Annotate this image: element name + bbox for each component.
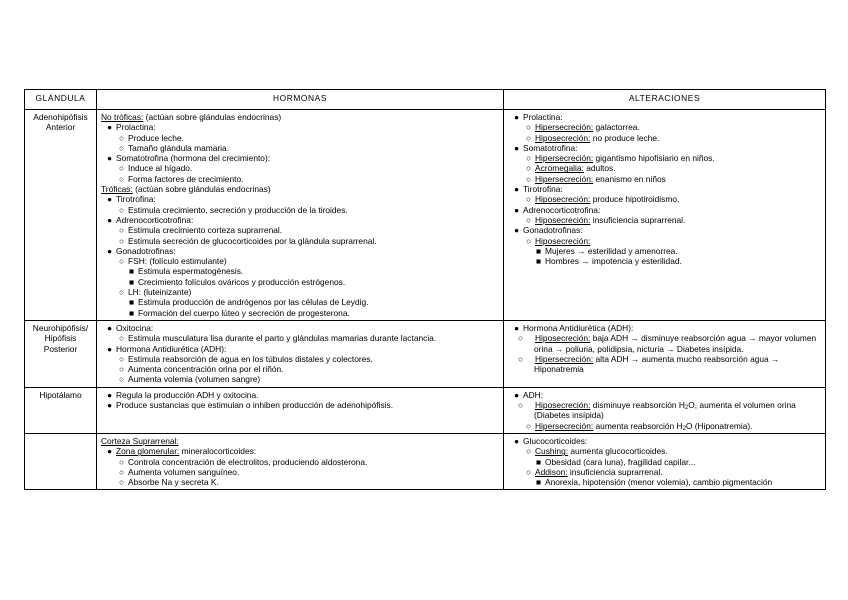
bullet-icon: ● [514,389,520,400]
list-item [101,467,499,477]
hormonas-cell [97,320,504,387]
bullet-icon: ● [107,194,113,205]
table-row [25,110,826,321]
item-text-cont: O, aumenta el volumen orina (Diabetes insípida) [534,400,796,421]
list-item [508,163,821,173]
bullet-icon: ○ [119,353,125,364]
item-text: produce hipotiroidismo. [590,194,680,205]
list-item [101,333,499,343]
list-item [101,112,499,122]
underlined-term: Addison: [535,466,568,477]
list-item [508,143,821,153]
item-text: baja ADH → disminuye reabsorción agua → mayor volumen orina → poliuria, polidipsia, nicturia → Diabetes insípida. [534,333,817,354]
list-item [101,457,499,467]
item-text: Regula la producción ADH y oxitocina. [116,389,259,400]
underlined-term: Cushing: [535,446,569,457]
list-item [101,215,499,225]
bullet-icon: ○ [119,333,125,344]
underlined-term: No tróficas: [101,112,144,122]
list-item [508,446,821,456]
item-text: Aumenta volemia (volumen sangre) [128,374,261,385]
bullet-icon: ● [514,184,520,195]
bullet-icon: ○ [526,420,532,431]
subscript: 2 [682,425,686,432]
list-item [101,323,499,333]
bullet-icon: ● [514,322,520,333]
item-text: Gonadotrofinas: [523,225,583,236]
list-item [101,184,499,194]
list-item [101,143,499,153]
list-item [508,467,821,477]
list-item [101,133,499,143]
item-text: Tirotrofina: [523,184,563,195]
list-item [508,457,821,467]
underlined-term: Hiposecreción: [535,132,591,143]
bullet-icon: ○ [526,214,532,225]
list-item [101,308,499,318]
item-text: Glucocorticoides: [523,435,588,446]
bullet-icon: ■ [536,477,542,488]
table-row [25,320,826,387]
item-text: enanismo en niños [593,173,666,184]
list-item [508,184,821,194]
underlined-term: Hiposecreción: [535,194,591,205]
item-text: Estimula reabsorción de agua en los túbulos distales y colectores. [128,353,373,364]
list-item [508,174,821,184]
item-text: Tamaño glándula mamaria. [128,142,230,153]
alteraciones-cell [504,320,826,387]
list-item [101,174,499,184]
item-text: ADH: [523,389,544,400]
alteraciones-cell [504,387,826,433]
list-item [101,225,499,235]
bullet-icon: ● [107,343,113,354]
list-item [101,436,499,446]
item-text: aumenta glucocorticoides. [568,446,668,457]
gland-cell: Adenohipófisis Anterior [25,110,97,321]
list-item [508,390,821,400]
bullet-icon: ■ [129,266,135,277]
item-text: Estimula crecimiento corteza suprarrenal. [128,225,283,236]
item-text: Tirotrofina: [116,194,156,205]
bullet-icon: ● [107,446,113,457]
bullet-icon: ○ [119,173,125,184]
bullet-icon: ○ [119,163,125,174]
item-text: Induce al hígado. [128,163,193,174]
list-item [508,153,821,163]
item-text: insuficiencia suprarrenal. [567,466,663,477]
bullet-icon: ○ [119,374,125,385]
item-text: no produce leche. [590,132,660,143]
bullet-icon: ○ [526,153,532,164]
item-text: Somatotrofina: [523,142,578,153]
bullet-icon: ○ [119,466,125,477]
bullet-icon: ● [107,389,113,400]
item-text: Adrenocorticotrofina: [523,204,601,215]
subscript: 2 [684,405,689,412]
bullet-icon: ○ [119,142,125,153]
item-text: Hombres → impotencia y esterilidad. [545,256,682,267]
list-item [508,400,821,421]
item-text: Hormona Antidiurética (ADH): [116,343,227,354]
header-hormonas: HORMONAS [97,90,504,110]
bullet-icon: ○ [526,194,532,205]
item-text: Produce sustancias que estimulan o inhiben producción de adenohipófisis. [116,400,394,411]
list-item [101,287,499,297]
item-text: Estimula crecimiento, secreción y producción de la tiroides. [128,204,348,215]
list-item [101,400,499,410]
underlined-term: Hipersecreción: [535,420,594,431]
item-text: Anorexia, hipotensión (menor volemia), cambio pigmentación [545,477,773,488]
bullet-icon: ○ [119,256,125,267]
bullet-icon: ● [107,322,113,333]
bullet-icon: ○ [526,466,532,477]
bullet-icon: ● [514,225,520,236]
item-text: FSH: (folículo estimulante) [128,256,227,267]
alteraciones-cell [504,433,826,489]
list-item [101,163,499,173]
bullet-icon: ○ [526,122,532,133]
list-item [101,446,499,456]
underlined-term: Hipersecreción: [535,353,594,364]
item-text: Obesidad (cara luna), fragilidad capilar... [545,456,696,467]
item-text: Formación del cuerpo lúteo y secreción de progesterona. [138,307,350,318]
bullet-icon: ■ [536,456,542,467]
bullet-icon: ● [514,204,520,215]
item-text: Estimula espermatogénesis. [138,266,244,277]
hormonas-cell [97,433,504,489]
bullet-icon: ■ [129,297,135,308]
list-item [101,256,499,266]
bullet-icon: ○ [119,204,125,215]
underlined-term: Hiposecreción: [535,235,591,246]
item-text: Aumenta concentración orina por el riñón. [128,364,284,375]
item-text: adultos. [583,163,616,174]
header-glandula: GLÁNDULA [25,90,97,110]
list-item [101,153,499,163]
bullet-icon: ● [107,245,113,256]
underlined-term: Tróficas: [101,184,133,195]
item-text: Estimula musculatura lisa durante el parto y glándulas mamarias durante lactancia. [128,333,437,344]
gland-cell [25,433,97,489]
bullet-icon: ● [107,400,113,411]
item-text: Forma factores de crecimiento. [128,173,244,184]
alteraciones-cell [504,110,826,321]
list-item [508,323,821,333]
bullet-icon: ● [107,122,113,133]
bullet-icon: ○ [119,235,125,246]
item-text: Gonadotrofinas: [116,245,176,256]
item-text: Crecimiento folículos ováricos y producción estrógenos. [138,276,346,287]
item-text: mineralocorticoides: [179,446,257,457]
list-item [101,344,499,354]
underlined-term: Hipersecreción: [535,153,594,164]
bullet-icon: ■ [536,245,542,256]
bullet-icon: ○ [526,235,532,246]
list-item [101,194,499,204]
item-text: (actúan sobre glándulas endocrinas) [143,112,282,122]
list-item [508,215,821,225]
list-item [101,354,499,364]
bullet-icon: ○ [119,477,125,488]
list-item [101,236,499,246]
bullet-icon: ○ [526,132,532,143]
list-item [508,421,821,431]
table-row [25,387,826,433]
bullet-icon: ○ [119,132,125,143]
bullet-icon: ○ [526,446,532,457]
gland-cell: Hipotálamo [25,387,97,433]
bullet-icon: ■ [129,307,135,318]
item-text: disminuye reabsorción H [590,400,685,411]
item-text: Prolactina: [523,112,563,122]
endocrine-table [24,89,826,490]
item-text: Absorbe Na y secreta K. [128,477,219,488]
list-item [101,122,499,132]
bullet-icon: ○ [119,456,125,467]
item-text: galactorrea. [593,122,640,133]
header-alteraciones: ALTERACIONES [504,90,826,110]
underlined-term: Acromegalia: [535,163,584,174]
bullet-icon: ● [107,153,113,164]
underlined-term: Hiposecreción: [535,400,591,411]
bullet-icon: ○ [518,400,524,411]
list-item [508,333,821,354]
gland-cell: Neurohipófisis/ Hipófisis Posterior [25,320,97,387]
list-item [508,246,821,256]
bullet-icon: ● [514,435,520,446]
item-text: alta ADH → aumenta mucho reabsorción agua → Hiponatremia [534,353,780,375]
bullet-icon: ○ [526,173,532,184]
item-text: aumenta reabsorción H [593,420,683,431]
list-item [508,112,821,122]
item-text: (actúan sobre glándulas endocrinas) [132,184,271,195]
item-text: Oxitocina: [116,322,154,333]
list-item [101,277,499,287]
item-text: Estimula secreción de glucocorticoides por la glándula suprarrenal. [128,235,377,246]
list-item [101,297,499,307]
item-text: Mujeres → esterilidad y amenorrea. [545,245,678,256]
item-text: gigantismo hipofisiario en niños. [593,153,715,164]
bullet-icon: ○ [518,333,524,344]
table-row [25,433,826,489]
item-text: Somatotrofina (hormona del crecimiento): [116,153,271,164]
underlined-term: Hiposecreción: [535,333,591,344]
list-item [101,364,499,374]
underlined-term: Hiposecreción: [535,214,591,225]
list-item [101,266,499,276]
bullet-icon: ● [514,142,520,153]
bullet-icon: ○ [119,364,125,375]
list-item [101,390,499,400]
item-text: Adrenocorticotrofina: [116,214,194,225]
list-item [508,477,821,487]
list-item [101,477,499,487]
list-item [508,354,821,375]
list-item [101,246,499,256]
item-text: Prolactina: [116,122,156,133]
item-text-cont: O (Hiponatremia). [685,420,753,431]
bullet-icon: ○ [119,287,125,298]
list-item [101,374,499,384]
underlined-term: Zona glomerular: [116,446,180,457]
bullet-icon: ■ [129,276,135,287]
item-text: Hormona Antidiurética (ADH): [523,322,634,333]
bullet-icon: ● [514,112,520,122]
bullet-icon: ○ [518,353,524,364]
list-item [508,122,821,132]
header-row [25,90,826,110]
underlined-term: Hipersecreción: [535,122,594,133]
list-item [508,194,821,204]
hormonas-cell [97,110,504,321]
item-text: Produce leche. [128,132,184,143]
list-item [508,256,821,266]
item-text: insuficiencia suprarrenal. [590,214,686,225]
item-text: Estimula producción de andrógenos por las células de Leydig. [138,297,369,308]
list-item [508,436,821,446]
list-item [508,236,821,246]
underlined-term: Corteza Suprarrenal: [101,435,179,446]
list-item [508,133,821,143]
bullet-icon: ● [107,214,113,225]
list-item [508,225,821,235]
bullet-icon: ○ [526,163,532,174]
item-text: LH: (luteinizante) [128,287,192,298]
bullet-icon: ■ [536,256,542,267]
item-text: Aumenta volumen sanguíneo. [128,466,240,477]
underlined-term: Hipersecreción: [535,173,594,184]
list-item [508,205,821,215]
item-text: Controla concentración de electrolitos, produciendo aldosterona. [128,456,368,467]
hormonas-cell [97,387,504,433]
list-item [101,205,499,215]
bullet-icon: ○ [119,225,125,236]
